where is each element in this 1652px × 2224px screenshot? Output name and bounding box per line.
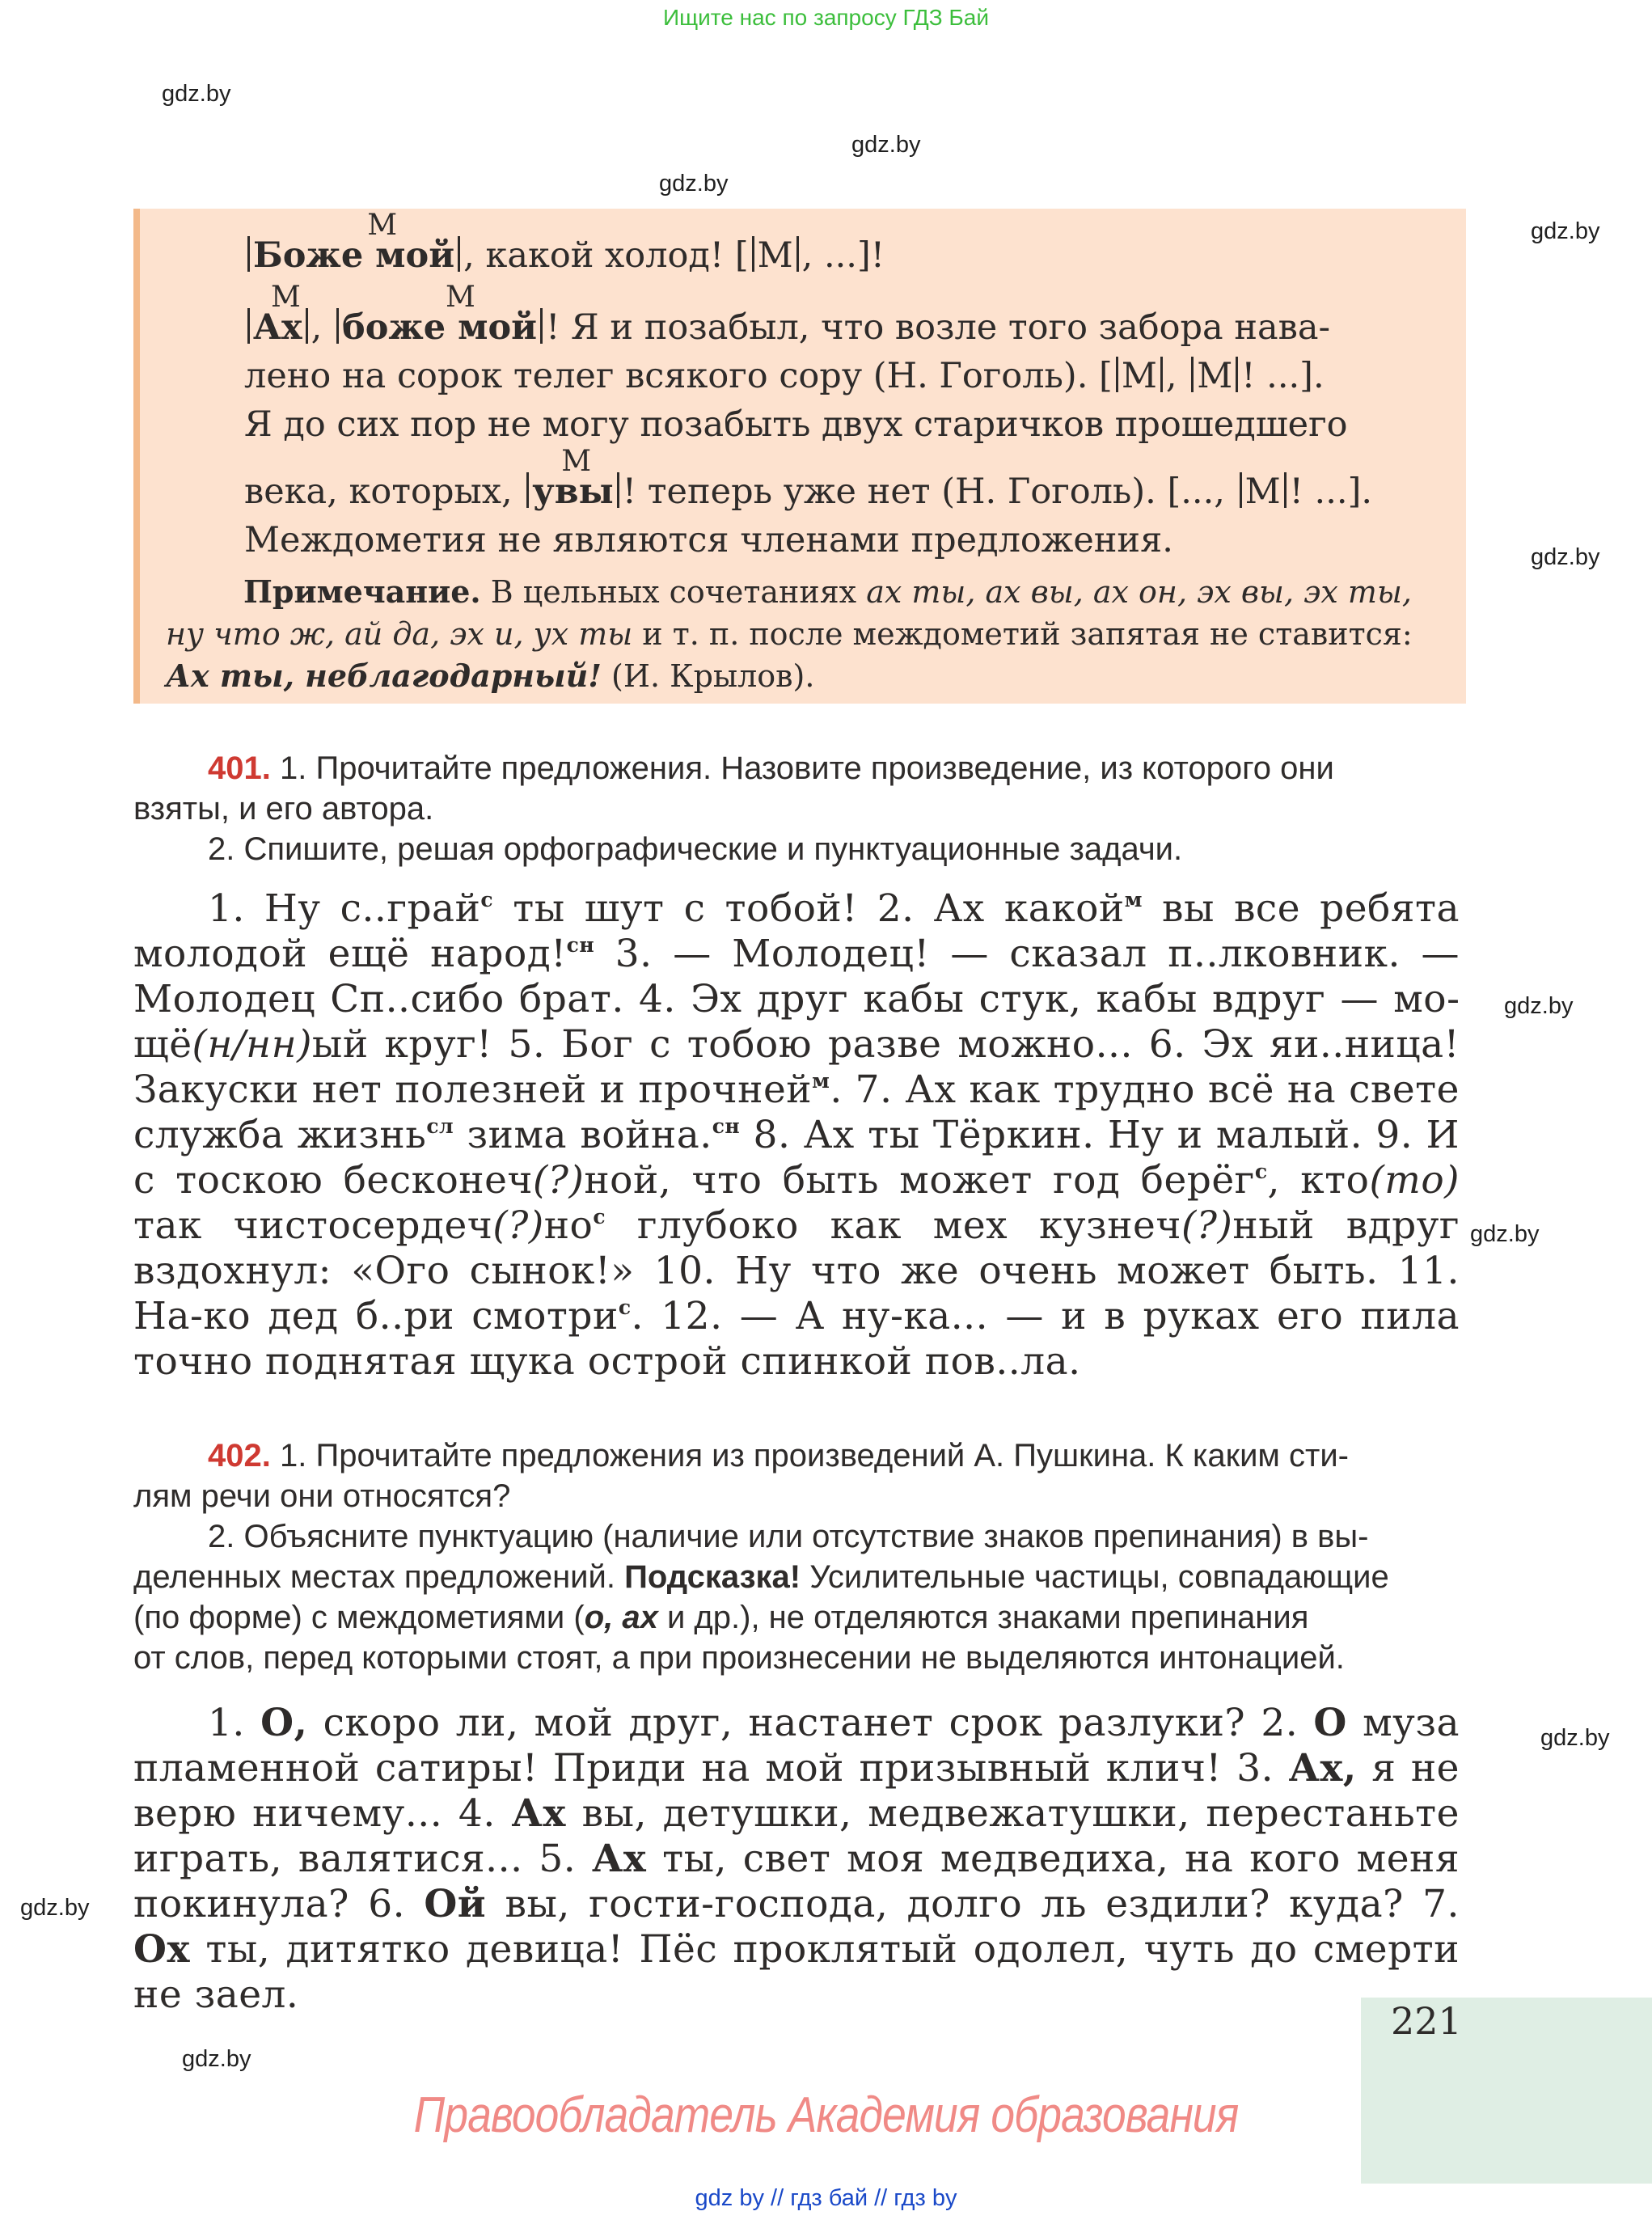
watermark: gdz.by — [1470, 1221, 1540, 1247]
exercise-402-text: 1. О, скоро ли, мой друг, настанет срок разлуки? 2. О муза пламенной сатиры! Приди на мой призывный клич! 3. Ах, я не верю ничему... 4. Ах вы, детушки, медвежатушки, перестаньте играть, валятися... 5. Ах ты, свет моя медведиха, на кого меня покинула? 6. Ой вы, гости-господа, долго ль ездили? куда? 7. Ох ты, дитятко девица! Пёс проклятый одолел, чуть до смерти не заел. — [133, 1701, 1460, 2017]
top-banner[interactable]: Ищите нас по запросу ГДЗ Бай — [662, 5, 990, 30]
watermark: gdz.by — [182, 2046, 251, 2072]
watermark: gdz.by — [659, 171, 729, 197]
rule-line-3: лено на сорок телег всякого сору (Н. Гоголь). [ М , М ! ...]. — [244, 356, 1325, 396]
rule-line-5: века, которых, М увы ! теперь уже нет (Н. Гоголь). [..., М ! ...]. — [244, 445, 1373, 512]
copyright-notice: Правообладатель Академия образования — [413, 2087, 1239, 2143]
rule-note: Примечание. В цельных сочетаниях ах ты, ах вы, ах он, эх вы, эх ты, ну что ж, ай да, эх и, ух ты и т. п. после междометий запятая не ставится: Ах ты, неблагодарный! (И. Крылов). — [166, 573, 1413, 694]
task-402-line-6: от слов, перед которыми стоят, а при произнесении не выделяются интонацией. — [133, 1640, 1345, 1676]
bottom-links[interactable]: gdz by // гдз бай // гдз by — [695, 2185, 957, 2211]
task-402-line-2: лям речи они относятся? — [133, 1478, 511, 1514]
task-401-line-3: 2. Спишите, решая орфографические и пунктуационные задачи. — [208, 831, 1183, 867]
task-402-line-5: (по форме) с междометиями (о, ах и др.), не отделяются знаками препинания — [133, 1600, 1309, 1635]
task-402-line-3: 2. Объясните пунктуацию (наличие или отсутствие знаков препинания) в вы- — [208, 1519, 1369, 1554]
rule-line-2: М Ах , М боже мой ! Я и позабыл, что возле того забора нава- — [244, 303, 1441, 352]
task-402-line-1: 402. 1. Прочитайте предложения из произведений А. Пушкина. К каким сти- — [208, 1438, 1350, 1474]
watermark: gdz.by — [162, 81, 231, 107]
watermark: gdz.by — [20, 1895, 90, 1921]
rule-line-4: Я до сих пор не могу позабыть двух старичков прошедшего — [244, 404, 1348, 445]
task-402-line-4: деленных местах предложений. Подсказка! Усилительные частицы, совпадающие — [133, 1559, 1389, 1595]
watermark: gdz.by — [851, 132, 921, 158]
watermark: gdz.by — [1540, 1725, 1610, 1751]
watermark: gdz.by — [1531, 544, 1600, 570]
page-number: 221 — [1391, 1999, 1462, 2043]
watermark: gdz.by — [1531, 218, 1600, 244]
watermark: gdz.by — [1504, 993, 1574, 1019]
task-401-line-1: 401. 1. Прочитайте предложения. Назовите произведение, из которого они — [208, 750, 1334, 786]
rule-line-6: Междометия не являются членами предложения. — [244, 520, 1173, 560]
rule-line-1: Боже М мой , какой холод! [ М , ...]! — [244, 231, 1441, 280]
task-401-line-2: взяты, и его автора. — [133, 791, 434, 827]
exercise-401-text: 1. Ну с..грай$^с$ ты шут с тобой! 2. Ах какой$^м$ вы все ребята молодой ещё народ!$^{сн}$ 3. — Молодец! — сказал п..лковник. — Молодец Сп..сибо брат. 4. Эх друг кабы стук, кабы вдруг — мощё(н/нн)ый круг! 5. Бог с тобою разве можно... 6. Эх яи..ница! Закуски нет полезней и прочней$^м$. 7. Ах как трудно всё на свете служба жизнь$^{сл}$ зима война.$^{сн}$ 8. Ах ты Тёркин. Ну и малый. 9. И с тоскою бесконеч(?)ной, что быть может год берёг$^с$, кто(то) так $чистосердеч(?)но^с$ глубоко как мех кузнеч(?)ный вдруг вздохнул: «Ого сынок!» 10. Ну что же очень может быть. 11. На-ко дед б..ри смотри$^с$. 12. — А ну-ка... — и в руках его пила точно поднятая щука острой спинкой пов..ла. — [133, 886, 1460, 1384]
